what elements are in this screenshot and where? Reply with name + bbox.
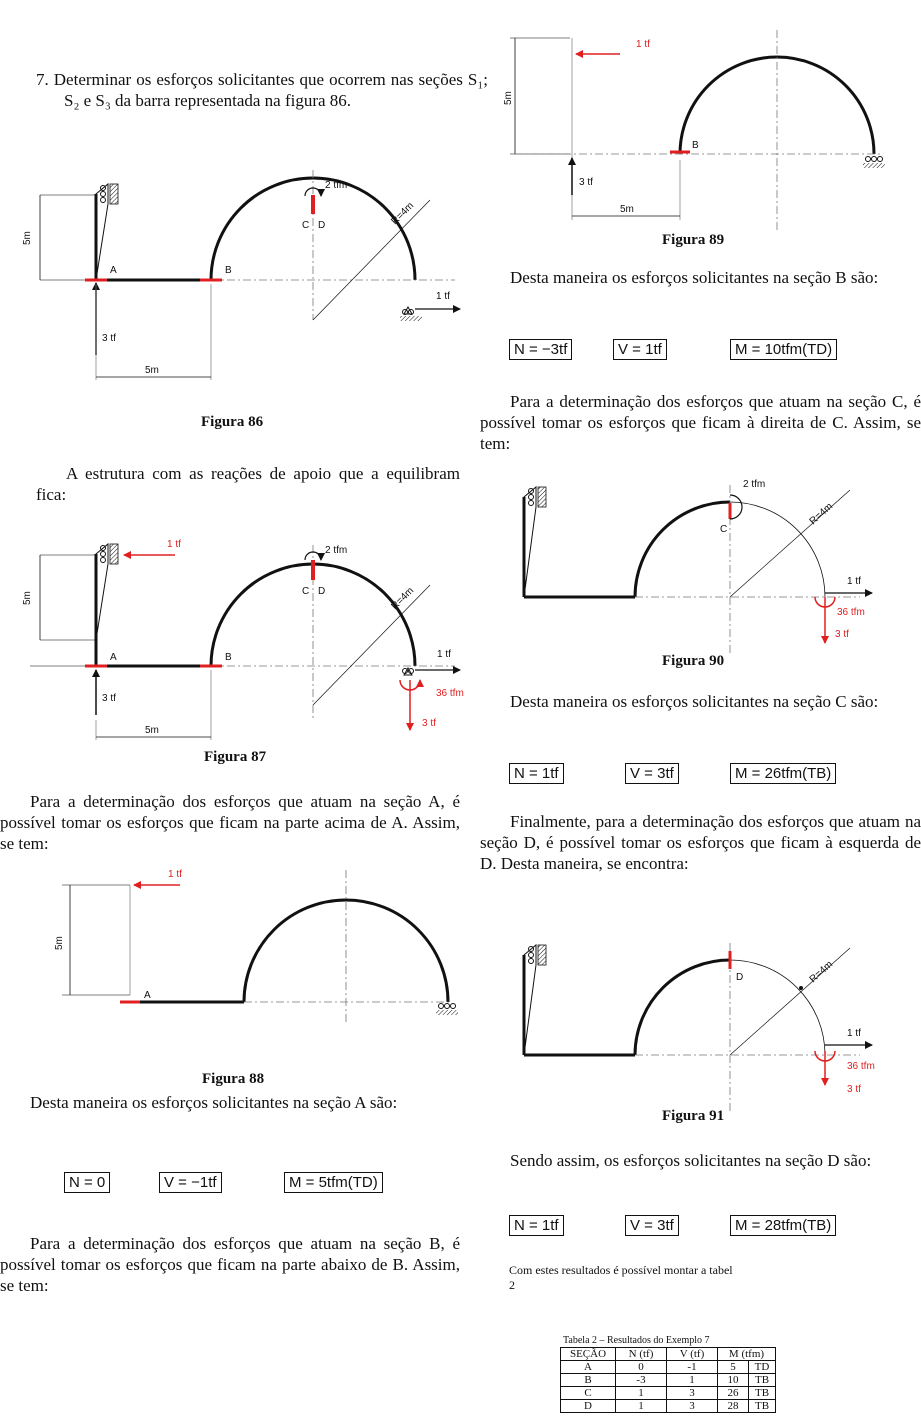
table-cell: 5 — [718, 1361, 749, 1374]
label-moment: 2 tfm — [743, 479, 766, 490]
label-moment-36tfm: 36 tfm — [837, 607, 865, 618]
table-row — [561, 1361, 776, 1374]
label-moment: 2 tfm — [325, 545, 348, 556]
table-cell: 28 — [718, 1400, 749, 1413]
table-cell: 3 — [667, 1400, 718, 1413]
result-b-v: V = 1tf — [613, 339, 667, 360]
table-cell: 3 — [667, 1387, 718, 1400]
result-b-m: M = 10tfm(TD) — [730, 339, 837, 360]
para-secao-c: Para a determinação dos esforços que atuam na seção C, é possível tomar os esforços que ficam à direita de C. Assim, se tem: — [480, 392, 921, 453]
label-radius: R=4m — [389, 200, 417, 228]
table-cell: 0 — [616, 1361, 667, 1374]
label-c: C — [720, 524, 728, 535]
label-5m: 5m — [54, 936, 65, 950]
result-b-n: N = −3tf — [509, 339, 572, 360]
label-reaction-3tf: 3 tf — [422, 718, 436, 729]
label-c: C — [302, 586, 310, 597]
label-5m: 5m — [22, 231, 33, 245]
table-caption: Tabela 2 – Resultados do Exemplo 7 — [563, 1335, 710, 1346]
table-row — [561, 1374, 776, 1387]
caption-fig91: Figura 91 — [662, 1108, 725, 1124]
results-d — [480, 1215, 921, 1243]
label-force-1tf: 1 tf — [437, 649, 451, 660]
label-force-3tf: 3 tf — [579, 177, 593, 188]
figure-89 — [480, 30, 921, 230]
table-header: SEÇÃO — [561, 1348, 616, 1361]
table-cell: TB — [749, 1387, 776, 1400]
table-header: M (tfm) — [718, 1348, 776, 1361]
table-header: N (tf) — [616, 1348, 667, 1361]
label-force-3tf: 3 tf — [102, 333, 116, 344]
results-b — [480, 339, 921, 367]
caption-fig86: Figura 86 — [201, 414, 264, 430]
result-d-v: V = 3tf — [625, 1215, 679, 1236]
para-result-c: Desta maneira os esforços solicitantes na seção C são: — [510, 692, 879, 711]
results-c — [480, 763, 921, 791]
figure-87 — [0, 530, 480, 745]
label-5m: 5m — [503, 91, 514, 105]
table-header-row — [561, 1348, 776, 1361]
label-force-1tf: 1 tf — [847, 576, 861, 587]
para-result-b: Desta maneira os esforços solicitantes na seção B são: — [510, 268, 879, 287]
label-d: D — [318, 220, 326, 231]
table-cell: C — [561, 1387, 616, 1400]
result-a-m: M = 5tfm(TD) — [284, 1172, 383, 1193]
result-a-v: V = −1tf — [159, 1172, 222, 1193]
label-reaction-3tf: 3 tf — [847, 1084, 861, 1095]
table-header: V (tf) — [667, 1348, 718, 1361]
table-cell: TD — [749, 1361, 776, 1374]
table-cell: TB — [749, 1400, 776, 1413]
table-cell: -3 — [616, 1374, 667, 1387]
caption-fig90: Figura 90 — [662, 653, 725, 669]
table-cell: 10 — [718, 1374, 749, 1387]
label-d: D — [318, 586, 326, 597]
label-force-3tf: 3 tf — [102, 693, 116, 704]
table-row — [561, 1387, 776, 1400]
label-moment-36tfm: 36 tfm — [847, 1061, 875, 1072]
para-secao-b: Para a determinação dos esforços que atuam na seção B, é possível tomar os esforços que ficam na parte abaixo de B. Assim, se tem: — [0, 1234, 460, 1295]
table-cell: TB — [749, 1374, 776, 1387]
label-radius: R=4m — [807, 959, 836, 986]
label-force-1tf: 1 tf — [168, 869, 182, 880]
result-c-m: M = 26tfm(TB) — [730, 763, 836, 784]
caption-fig87: Figura 87 — [204, 749, 267, 765]
table-cell: 26 — [718, 1387, 749, 1400]
figure-91 — [480, 933, 921, 1113]
para-tabela-line1: Com estes resultados é possível montar a tabel — [509, 1263, 733, 1277]
para-reacoes: A estrutura com as reações de apoio que a equilibram fica: — [36, 464, 460, 504]
para-result-d: Sendo assim, os esforços solicitantes na seção D são: — [510, 1151, 872, 1170]
label-5m: 5m — [22, 591, 33, 605]
label-force-1tf: 1 tf — [847, 1028, 861, 1039]
result-a-n: N = 0 — [64, 1172, 110, 1193]
label-5m-horizontal: 5m — [145, 725, 159, 736]
table-cell: 1 — [616, 1387, 667, 1400]
para-tabela — [509, 1263, 733, 1293]
table-cell: 1 — [616, 1400, 667, 1413]
para-secao-d: Finalmente, para a determinação dos esforços que atuam na seção D, é possível tomar os esforços que ficam à esquerda de D. Desta maneira, se encontra: — [480, 812, 921, 873]
para-tabela-line2: 2 — [509, 1278, 515, 1292]
para-secao-a: Para a determinação dos esforços que atuam na seção A, é possível tomar os esforços que ficam na parte acima de A. Assim, se tem: — [0, 792, 460, 853]
label-c: C — [302, 220, 310, 231]
label-b: B — [692, 140, 699, 151]
result-d-m: M = 28tfm(TB) — [730, 1215, 836, 1236]
figure-86 — [0, 170, 470, 390]
table-row — [561, 1400, 776, 1413]
label-force-1tf: 1 tf — [436, 291, 450, 302]
result-c-n: N = 1tf — [509, 763, 564, 784]
problem-number: 7. — [36, 70, 49, 89]
table-cell: A — [561, 1361, 616, 1374]
label-reaction-3tf: 3 tf — [835, 629, 849, 640]
label-radius: R=4m — [807, 501, 836, 528]
caption-fig88: Figura 88 — [202, 1071, 265, 1087]
results-a — [0, 1172, 460, 1200]
label-radius: R=4m — [389, 585, 417, 613]
label-5m-horizontal: 5m — [145, 365, 159, 376]
para-result-a: Desta maneira os esforços solicitantes na seção A são: — [30, 1093, 398, 1112]
table-cell: 1 — [667, 1374, 718, 1387]
label-reaction-1tf: 1 tf — [167, 539, 181, 550]
label-moment-36tfm: 36 tfm — [436, 688, 464, 699]
figure-90 — [480, 475, 921, 655]
results-table — [560, 1347, 776, 1413]
label-5m-horizontal: 5m — [620, 204, 634, 215]
problem-text: Determinar os esforços solicitantes que ocorrem nas seções S₁; S₂ e S₃ da barra representada na figura 86. — [53, 70, 488, 110]
label-a: A — [144, 990, 151, 1001]
problem-statement — [36, 69, 488, 111]
figure-88 — [0, 855, 470, 1035]
result-c-v: V = 3tf — [625, 763, 679, 784]
result-d-n: N = 1tf — [509, 1215, 564, 1236]
label-moment: 2 tfm — [325, 180, 348, 191]
label-d: D — [736, 972, 744, 983]
label-force-1tf: 1 tf — [636, 39, 650, 50]
label-b: B — [225, 265, 232, 276]
caption-fig89: Figura 89 — [662, 232, 725, 248]
table-cell: -1 — [667, 1361, 718, 1374]
table-cell: B — [561, 1374, 616, 1387]
table-cell: D — [561, 1400, 616, 1413]
label-b: B — [225, 652, 232, 663]
label-a: A — [110, 652, 117, 663]
label-a: A — [110, 265, 117, 276]
